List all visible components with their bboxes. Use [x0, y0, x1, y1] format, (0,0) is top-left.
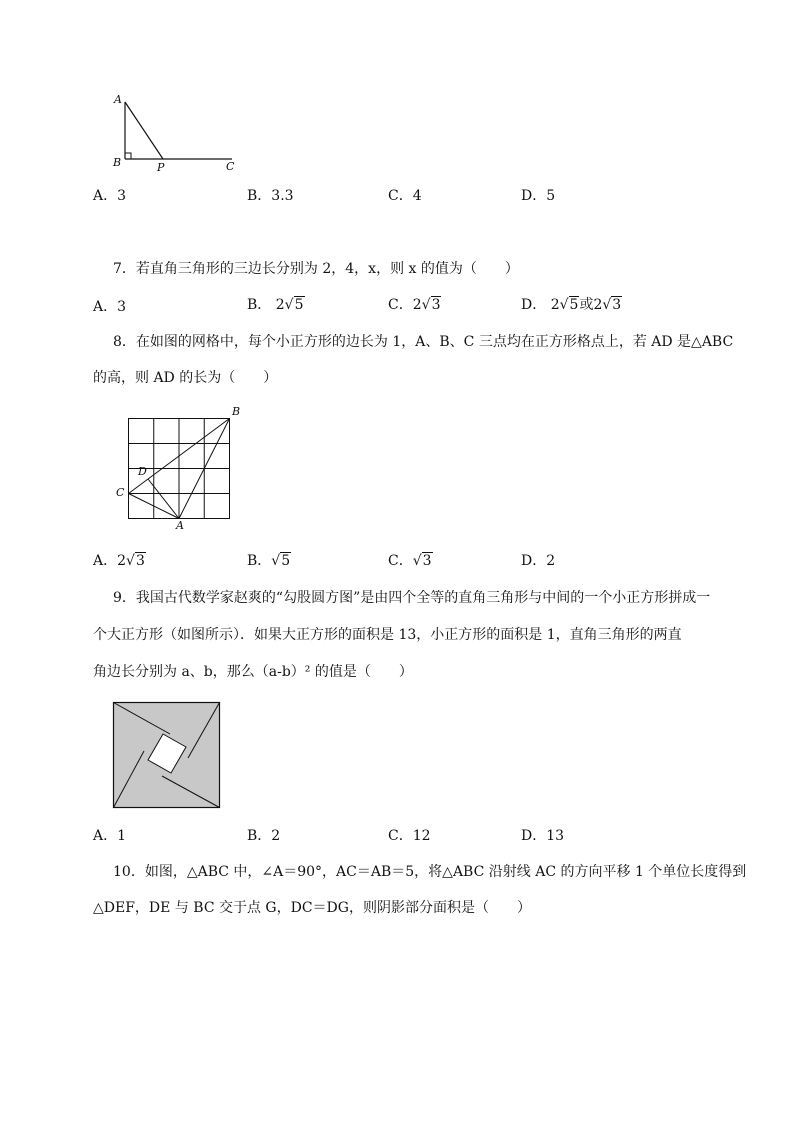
q6-label-p: P: [157, 161, 165, 174]
option-text: 2: [271, 828, 281, 844]
option-text: 1: [117, 828, 127, 844]
q7-option-a[interactable]: [93, 297, 126, 317]
q7-option-d[interactable]: [521, 295, 622, 315]
q6-option-a[interactable]: [93, 186, 126, 206]
sqrt-radicand: 3: [135, 553, 145, 569]
q9-option-a[interactable]: [93, 826, 126, 846]
sqrt-symbol: √3: [412, 553, 432, 569]
sqrt-symbol: √3: [602, 297, 622, 313]
sqrt-radicand: 5: [281, 553, 291, 569]
q6-option-d[interactable]: [521, 186, 555, 206]
q8-label-a: A: [176, 519, 184, 532]
sqrt-coef: 2: [412, 297, 422, 313]
sqrt-radicand: 5: [569, 297, 579, 313]
q8-option-b[interactable]: [247, 551, 291, 571]
option-letter: B．: [247, 553, 272, 569]
option-letter: D．: [521, 297, 547, 313]
option-joiner: 或: [579, 297, 594, 313]
sqrt-coef: 2: [593, 297, 603, 313]
option-text: 2: [546, 553, 556, 569]
sqrt-radicand: 3: [422, 553, 432, 569]
q7-option-b[interactable]: [247, 295, 305, 315]
option-letter: C．: [388, 828, 413, 844]
option-letter: B．: [247, 297, 272, 313]
sqrt-symbol: √5: [284, 297, 304, 313]
q6-label-b: B: [113, 156, 122, 169]
q6-option-c[interactable]: [388, 186, 422, 206]
q8-option-a[interactable]: [93, 551, 146, 571]
q9-option-c[interactable]: [388, 826, 431, 846]
option-letter: A．: [93, 188, 118, 204]
q9-option-b[interactable]: [247, 826, 280, 846]
q9-option-d[interactable]: [521, 826, 564, 846]
sqrt-radicand: 3: [612, 297, 622, 313]
sqrt-symbol: √3: [421, 297, 441, 313]
sqrt-symbol: √5: [559, 297, 579, 313]
option-letter: D．: [521, 553, 547, 569]
q7-stem: 7．若直角三角形的三边长分别为 2，4，x，则 x 的值为（ ）: [113, 261, 519, 277]
sqrt-coef: 2: [275, 297, 285, 313]
sqrt-coef: 2: [117, 553, 127, 569]
option-text: 5: [546, 188, 556, 204]
q9-zhao-shuang-figure: [113, 702, 220, 808]
q8-label-c: C: [116, 486, 125, 499]
q8-label-b: B: [232, 405, 241, 418]
option-text: 3: [117, 299, 127, 315]
option-letter: C．: [388, 553, 413, 569]
option-text: 12: [412, 828, 431, 844]
q7-option-c[interactable]: [388, 295, 441, 315]
q6-label-c: C: [226, 160, 235, 173]
sqrt-radicand: 3: [431, 297, 441, 313]
option-letter: A．: [93, 299, 118, 315]
sqrt-symbol: √5: [271, 553, 291, 569]
q10-stem-line1: 10．如图，△ABC 中，∠A＝90°，AC＝AB＝5，将△ABC 沿射线 AC 的方向平移 1 个单位长度得到: [113, 864, 747, 880]
q8-option-d[interactable]: [521, 551, 555, 571]
option-text: 13: [546, 828, 565, 844]
q9-stem-line3: 角边长分别为 a、b，那么（a-b）² 的值是（ ）: [93, 664, 413, 680]
option-text: 4: [412, 188, 422, 204]
option-text: 3: [117, 188, 127, 204]
q8-stem-line2: 的高，则 AD 的长为（ ）: [93, 370, 278, 386]
option-letter: C．: [388, 188, 413, 204]
sqrt-radicand: 5: [294, 297, 304, 313]
option-letter: A．: [93, 828, 118, 844]
q9-stem-line1: 9．我国古代数学家赵爽的“勾股圆方图”是由四个全等的直角三角形与中间的一个小正方形拼成一: [113, 590, 711, 606]
q6-option-b[interactable]: [247, 186, 294, 206]
option-letter: D．: [521, 828, 547, 844]
sqrt-coef: 2: [550, 297, 560, 313]
q10-stem-line2: △DEF，DE 与 BC 交于点 G，DC＝DG，则阴影部分面积是（ ）: [93, 900, 531, 916]
q9-stem-line2: 个大正方形（如图所示）．如果大正方形的面积是 13，小正方形的面积是 1，直角三角形的两直: [93, 627, 682, 643]
q6-label-a: A: [114, 93, 122, 106]
option-letter: B．: [247, 828, 272, 844]
option-text: 3.3: [271, 188, 294, 204]
option-letter: D．: [521, 188, 547, 204]
q8-label-d: D: [138, 465, 147, 478]
option-letter: A．: [93, 553, 118, 569]
option-letter: C．: [388, 297, 413, 313]
q8-option-c[interactable]: [388, 551, 433, 571]
q8-stem-line1: 8．在如图的网格中，每个小正方形的边长为 1，A、B、C 三点均在正方形格点上，若 AD 是△ABC: [113, 334, 734, 350]
sqrt-symbol: √3: [126, 553, 145, 569]
option-letter: B．: [247, 188, 272, 204]
